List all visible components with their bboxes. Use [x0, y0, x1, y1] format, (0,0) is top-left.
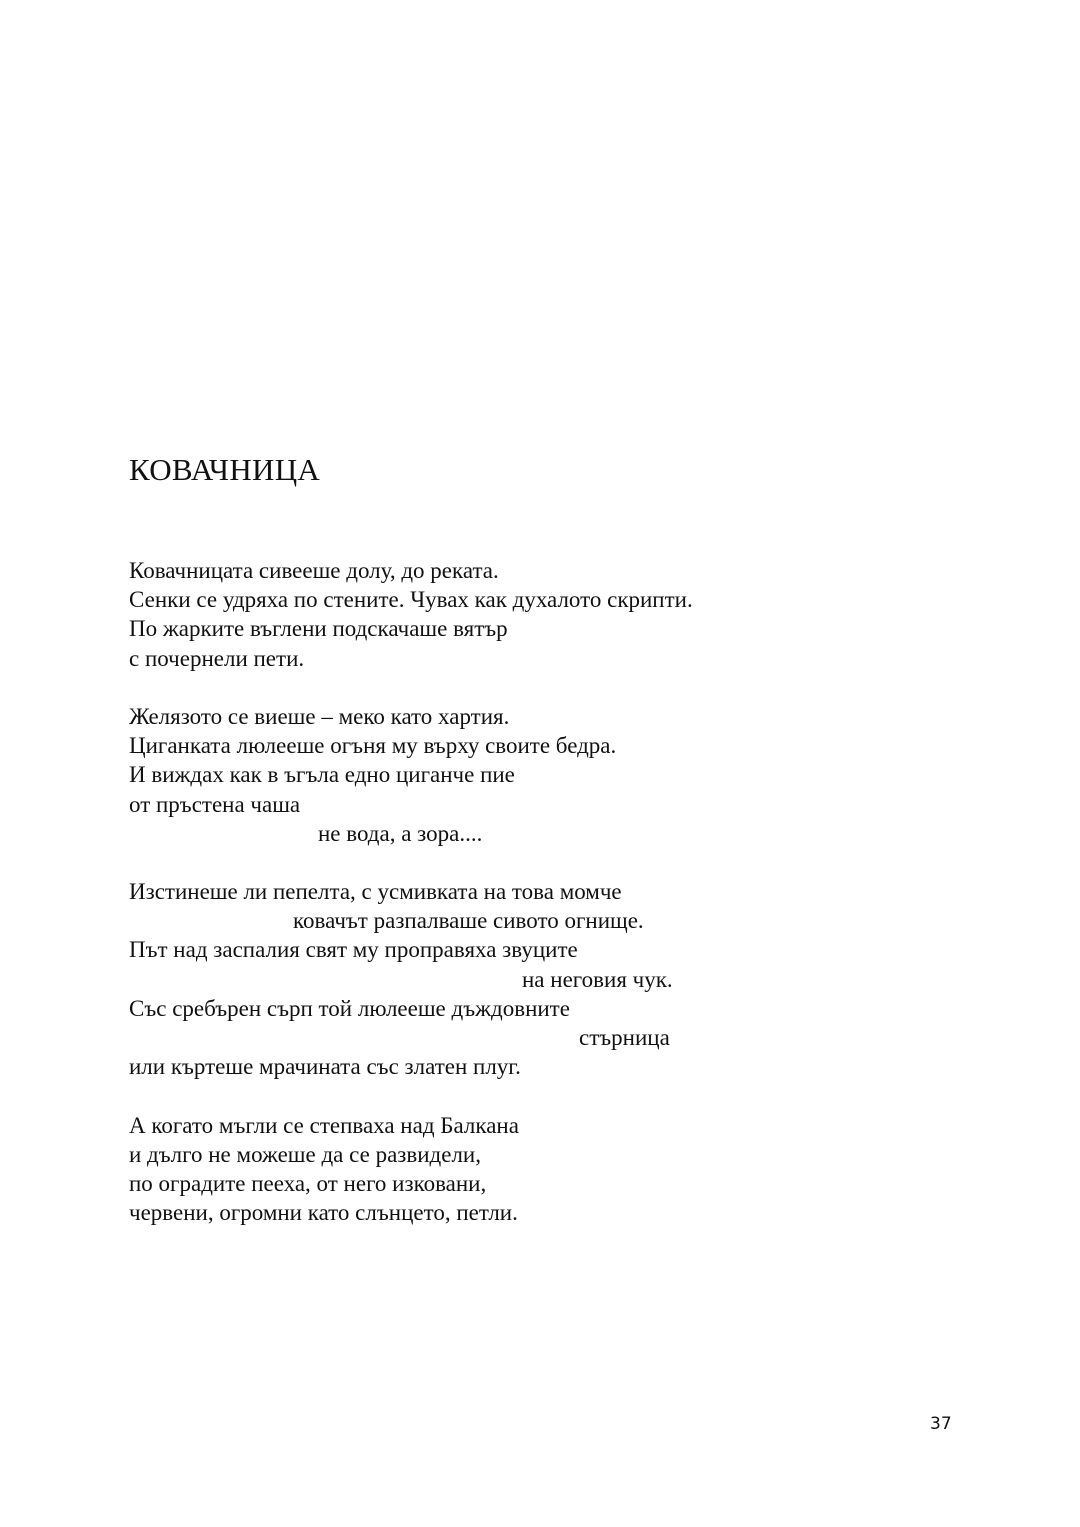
poem-line: на неговия чук. [522, 966, 673, 992]
poem-body [129, 556, 889, 1227]
poem-line: с почернели пети. [129, 645, 305, 671]
poem-line: По жарките въглени подскачаше вятър [129, 616, 508, 642]
poem-line: И виждах как в ъгъла едно циганче пие [129, 762, 515, 788]
poem-line: червени, огромни като слънцето, петли. [129, 1200, 518, 1226]
stanza-4 [129, 1111, 889, 1228]
poem-line: ковачът разпалваше сивото огнище. [293, 908, 644, 934]
poem-line: или къртеше мрачината със златен плуг. [129, 1054, 521, 1080]
poem-line: Със сребърен сърп той люлееше дъждовните [129, 995, 570, 1021]
poem-line: по оградите пееха, от него изковани, [129, 1170, 487, 1196]
poem-line: Път над заспалия свят му проправяха звуците [129, 937, 578, 963]
poem-line: Желязото се виеше – меко като хартия. [129, 703, 510, 729]
poem-line: не вода, а зора.... [318, 820, 483, 846]
poem-line: Сенки се удряха по стените. Чувах как духалото скрипти. [129, 587, 693, 613]
stanza-break [129, 848, 889, 877]
poem-line: Циганката люлееше огъня му върху своите бедра. [129, 733, 617, 759]
stanza-break [129, 1081, 889, 1110]
poem-line: от пръстена чаша [129, 791, 301, 817]
page-number: 37 [930, 1414, 952, 1434]
poem-line: Ковачницата сивееше долу, до реката. [129, 558, 499, 583]
stanza-1 [129, 556, 889, 673]
poem-title: КОВАЧНИЦА [129, 452, 321, 487]
poem-line: стърница [579, 1025, 670, 1050]
stanza-break [129, 673, 889, 702]
stanza-3 [129, 877, 889, 1081]
poem-line: А когато мъгли се степваха над Балкана [129, 1112, 519, 1138]
poem-line: и дълго не можеше да се развидели, [129, 1141, 481, 1167]
stanza-2 [129, 702, 889, 848]
poem-line: Изстинеше ли пепелта, с усмивката на това момче [129, 879, 622, 905]
